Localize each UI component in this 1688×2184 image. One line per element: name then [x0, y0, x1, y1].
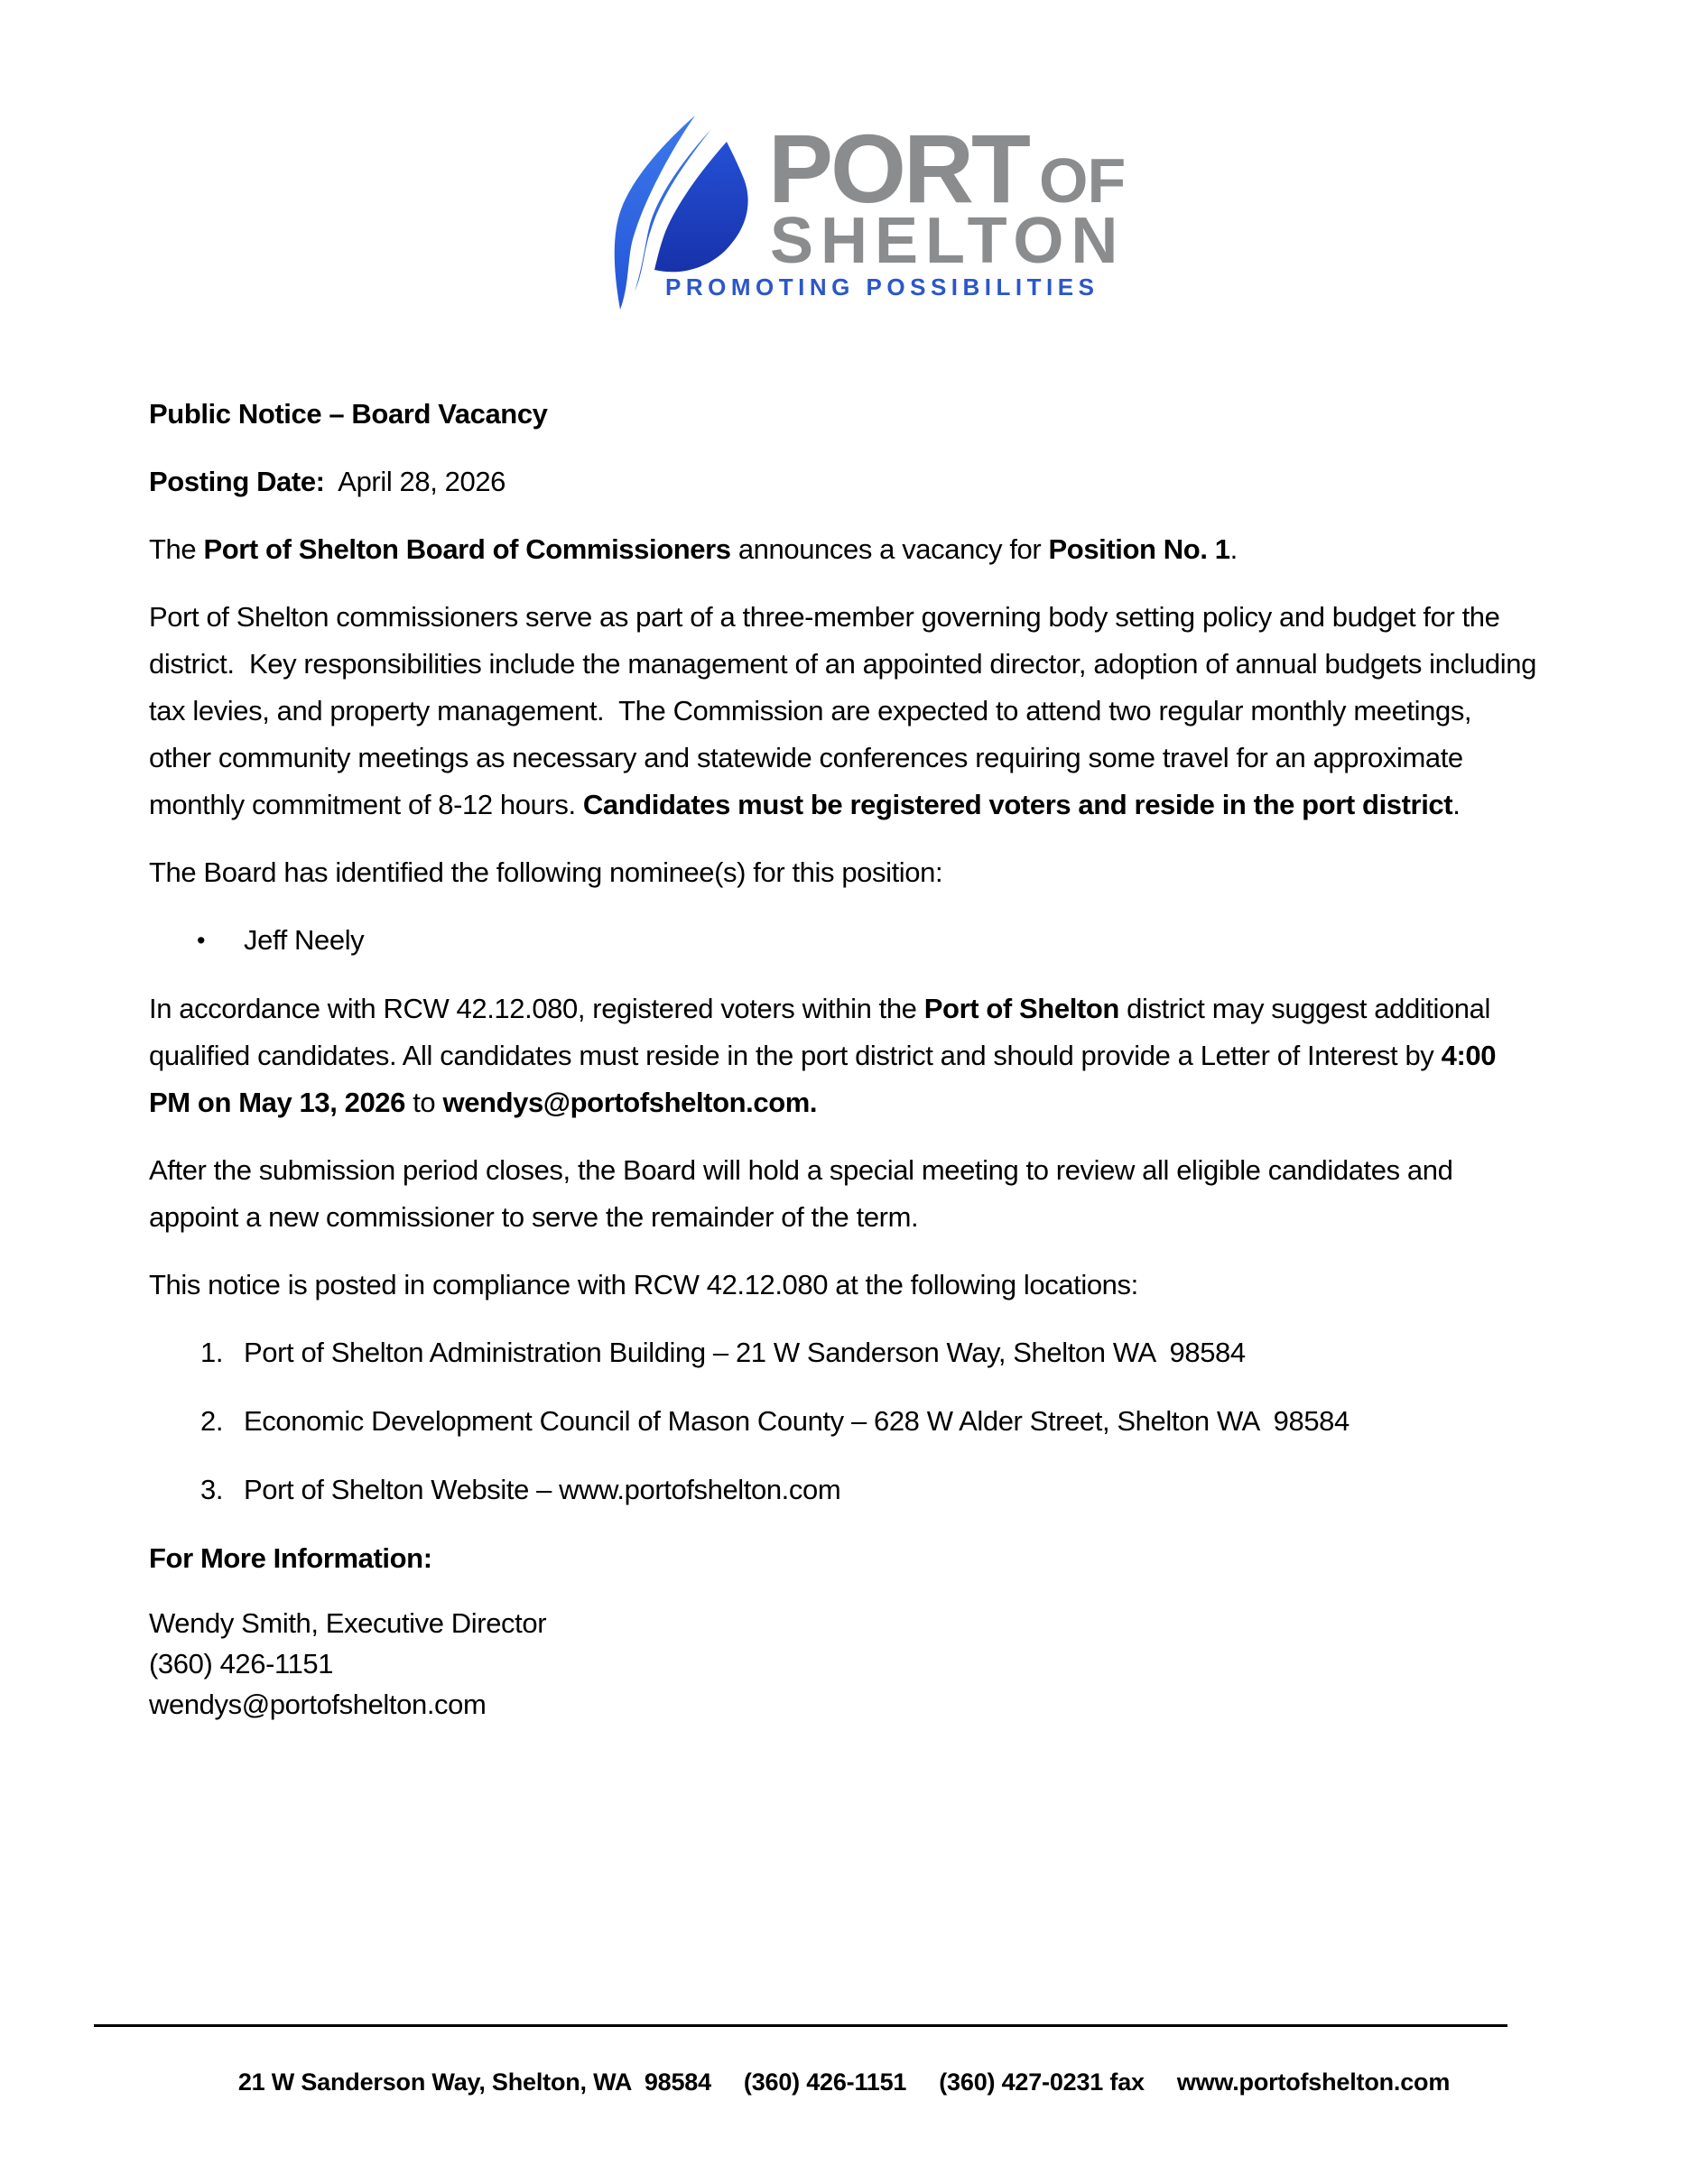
text-run: Position No. 1	[1048, 533, 1230, 565]
location-list-item	[149, 1329, 1539, 1376]
nominee-name: Jeff Neely	[244, 924, 365, 956]
footer-divider	[94, 2024, 1507, 2027]
text-run: district may suggest additional qualified candidates. All candidates must reside in the port district and should provide a Letter of Interest by	[149, 993, 1498, 1071]
locations-intro-line: This notice is posted in compliance with RCW 42.12.080 at the following locations:	[149, 1269, 1138, 1300]
after-submission-paragraph: After the submission period closes, the Board will hold a special meeting to review all eligible candidates and appoint a new commissioner to serve the remainder of the term.	[149, 1154, 1461, 1233]
text-run: to	[405, 1087, 443, 1118]
logo-wordmark-row	[768, 114, 1126, 223]
contact-name: Wendy Smith, Executive Director	[149, 1607, 547, 1639]
logo-tagline: PROMOTING POSSIBILITIES	[665, 273, 1099, 301]
list-number: 3.	[200, 1474, 224, 1505]
contact-phone: (360) 426-1151	[149, 1648, 334, 1680]
footer-phone: (360) 426-1151	[743, 2068, 907, 2096]
text-run: Port of Shelton commissioners serve as part of a three-member governing body setting policy and budget for the district. Key responsibilities include the management of an appointed director, adoption of annual budgets including tax levies, and property management. The Commission are expected to attend two regular monthly meetings, other community meetings as necessary and statewide conferences requiring some travel for an approximate monthly commitment of 8-12 hours.	[149, 601, 1544, 820]
list-number: 1.	[200, 1337, 224, 1368]
text-run: .	[1229, 533, 1238, 565]
contact-block	[149, 1603, 1539, 1725]
location-list-item	[149, 1398, 1539, 1445]
notice-title: Public Notice – Board Vacancy	[149, 398, 548, 430]
bullet-icon: •	[197, 927, 206, 954]
logo-word-of: OF	[1039, 145, 1126, 216]
rcw-candidates-paragraph	[149, 986, 1539, 1126]
notice-body	[149, 391, 1544, 1725]
posting-date-line	[149, 458, 1539, 505]
text-run: In accordance with RCW 42.12.080, registered voters within the	[149, 993, 924, 1024]
text-run: The	[149, 533, 204, 565]
nominee-list-item	[149, 917, 1539, 964]
logo-word-port: PORT	[768, 114, 1029, 223]
location-text: Port of Shelton Administration Building – 21 W Sanderson Way, Shelton WA 98584	[244, 1337, 1246, 1368]
list-number: 2.	[200, 1405, 224, 1437]
footer-website: www.portofshelton.com	[1176, 2068, 1451, 2096]
vacancy-announcement-line	[149, 526, 1539, 573]
more-info-heading: For More Information:	[149, 1542, 432, 1574]
text-run: Port of Shelton Board of Commissioners	[203, 533, 731, 565]
location-list-item	[149, 1467, 1539, 1513]
text-run: Posting Date:	[149, 466, 325, 497]
port-of-shelton-logo	[609, 114, 1126, 320]
text-run: Candidates must be registered voters and reside in the port district	[582, 789, 1453, 820]
text-run: announces a vacancy for	[730, 533, 1049, 565]
location-text: Port of Shelton Website – www.portofshelton.com	[244, 1474, 841, 1505]
footer-fax: (360) 427-0231 fax	[939, 2068, 1145, 2096]
footer-address: 21 W Sanderson Way, Shelton, WA 98584	[237, 2068, 711, 2096]
location-text: Economic Development Council of Mason County – 628 W Alder Street, Shelton WA 98584	[244, 1405, 1349, 1437]
commissioner-duties-paragraph	[149, 594, 1544, 828]
nominee-intro-line: The Board has identified the following nominee(s) for this position:	[149, 856, 943, 888]
logo-word-shelton: SHELTON	[770, 205, 1126, 277]
text-run: .	[1452, 789, 1461, 820]
text-run: April 28, 2026	[324, 466, 506, 497]
footer	[0, 2067, 1688, 2097]
contact-email: wendys@portofshelton.com	[149, 1689, 487, 1720]
text-run: 4:00 PM on May 13, 2026	[149, 1040, 1504, 1118]
text-run: Port of Shelton	[923, 993, 1119, 1024]
text-run: wendys@portofshelton.com.	[442, 1087, 818, 1118]
